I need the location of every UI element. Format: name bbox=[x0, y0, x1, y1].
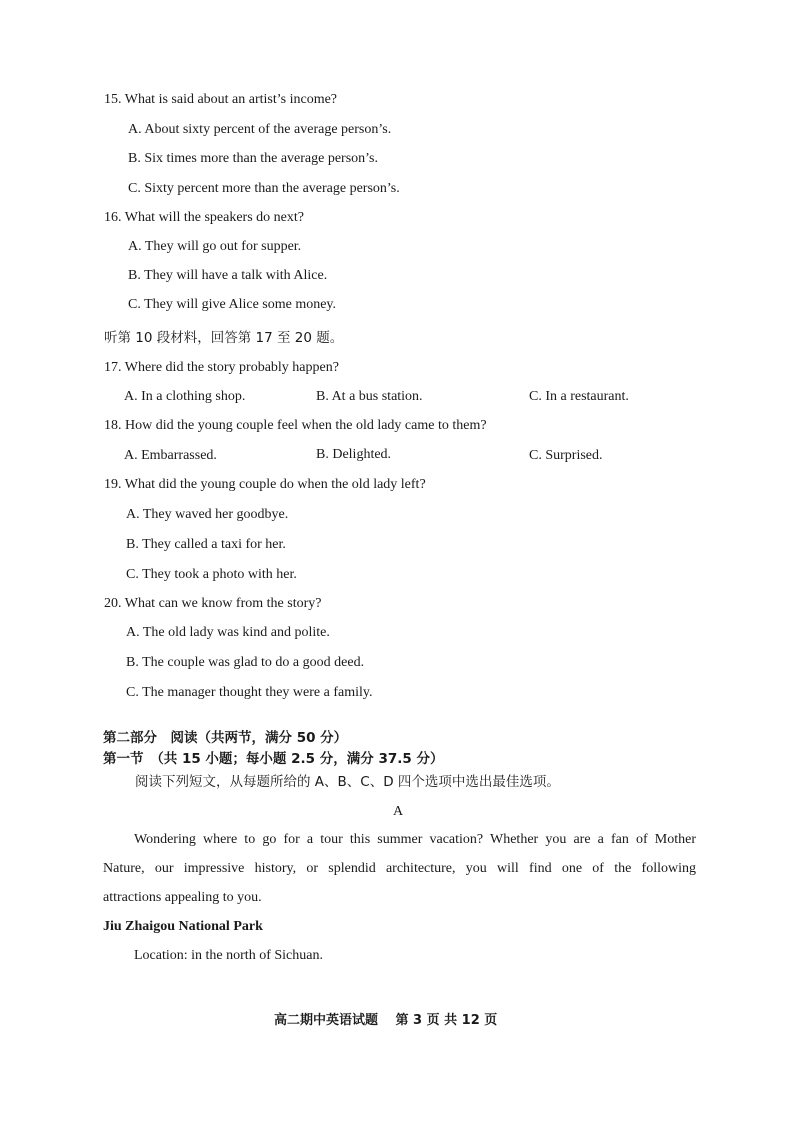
passage-paragraph-line-3: attractions appealing to you. bbox=[103, 890, 262, 905]
question-19-option-b: B. They called a taxi for her. bbox=[126, 537, 286, 552]
question-15-stem: 15. What is said about an artist’s income? bbox=[104, 92, 338, 107]
question-18-option-b: B. Delighted. bbox=[316, 447, 392, 462]
question-17-stem: 17. Where did the story probably happen? bbox=[104, 360, 339, 375]
section-one-title: 第一节 （共 15 小题；每小题 2.5 分，满分 37.5 分） bbox=[103, 751, 444, 767]
passage-paragraph-line-2: Nature, our impressive history, or splendid architecture, you will find one of the following bbox=[103, 861, 696, 876]
passage-paragraph-line-1: Wondering where to go for a tour this summer vacation? Whether you are a fan of Mother bbox=[134, 832, 696, 847]
question-17-option-a: A. In a clothing shop. bbox=[124, 389, 246, 404]
question-18-stem: 18. How did the young couple feel when the old lady came to them? bbox=[104, 418, 487, 433]
question-18-option-a: A. Embarrassed. bbox=[124, 448, 217, 463]
question-16-stem: 16. What will the speakers do next? bbox=[104, 210, 304, 225]
reading-instruction: 阅读下列短文，从每题所给的 A、B、C、D 四个选项中选出最佳选项。 bbox=[135, 774, 560, 790]
question-17-option-b: B. At a bus station. bbox=[316, 389, 423, 404]
question-19-option-c: C. They took a photo with her. bbox=[126, 567, 297, 582]
material-10-instruction: 听第 10 段材料，回答第 17 至 20 题。 bbox=[104, 330, 344, 346]
question-16-option-b: B. They will have a talk with Alice. bbox=[128, 268, 328, 283]
question-20-stem: 20. What can we know from the story? bbox=[104, 596, 322, 611]
part-two-title: 第二部分 阅读（共两节，满分 50 分） bbox=[103, 730, 348, 746]
question-19-stem: 19. What did the young couple do when the old lady left? bbox=[104, 477, 426, 492]
passage-label: A bbox=[393, 804, 404, 819]
question-16-option-c: C. They will give Alice some money. bbox=[128, 297, 337, 312]
question-20-option-a: A. The old lady was kind and polite. bbox=[126, 625, 330, 640]
question-15-option-b: B. Six times more than the average person’s. bbox=[128, 151, 378, 166]
question-20-option-c: C. The manager thought they were a family. bbox=[126, 685, 373, 700]
question-19-option-a: A. They waved her goodbye. bbox=[126, 507, 289, 522]
question-15-option-a: A. About sixty percent of the average person’s. bbox=[128, 122, 392, 137]
question-17-option-c: C. In a restaurant. bbox=[529, 389, 629, 404]
question-15-option-c: C. Sixty percent more than the average person’s. bbox=[128, 181, 400, 196]
question-20-option-b: B. The couple was glad to do a good deed. bbox=[126, 655, 365, 670]
page-footer: 高二期中英语试题 第 3 页 共 12 页 bbox=[274, 1013, 498, 1028]
question-18-option-c: C. Surprised. bbox=[529, 448, 603, 463]
attraction-heading: Jiu Zhaigou National Park bbox=[103, 919, 263, 934]
attraction-location: Location: in the north of Sichuan. bbox=[134, 948, 323, 963]
question-16-option-a: A. They will go out for supper. bbox=[128, 239, 302, 254]
